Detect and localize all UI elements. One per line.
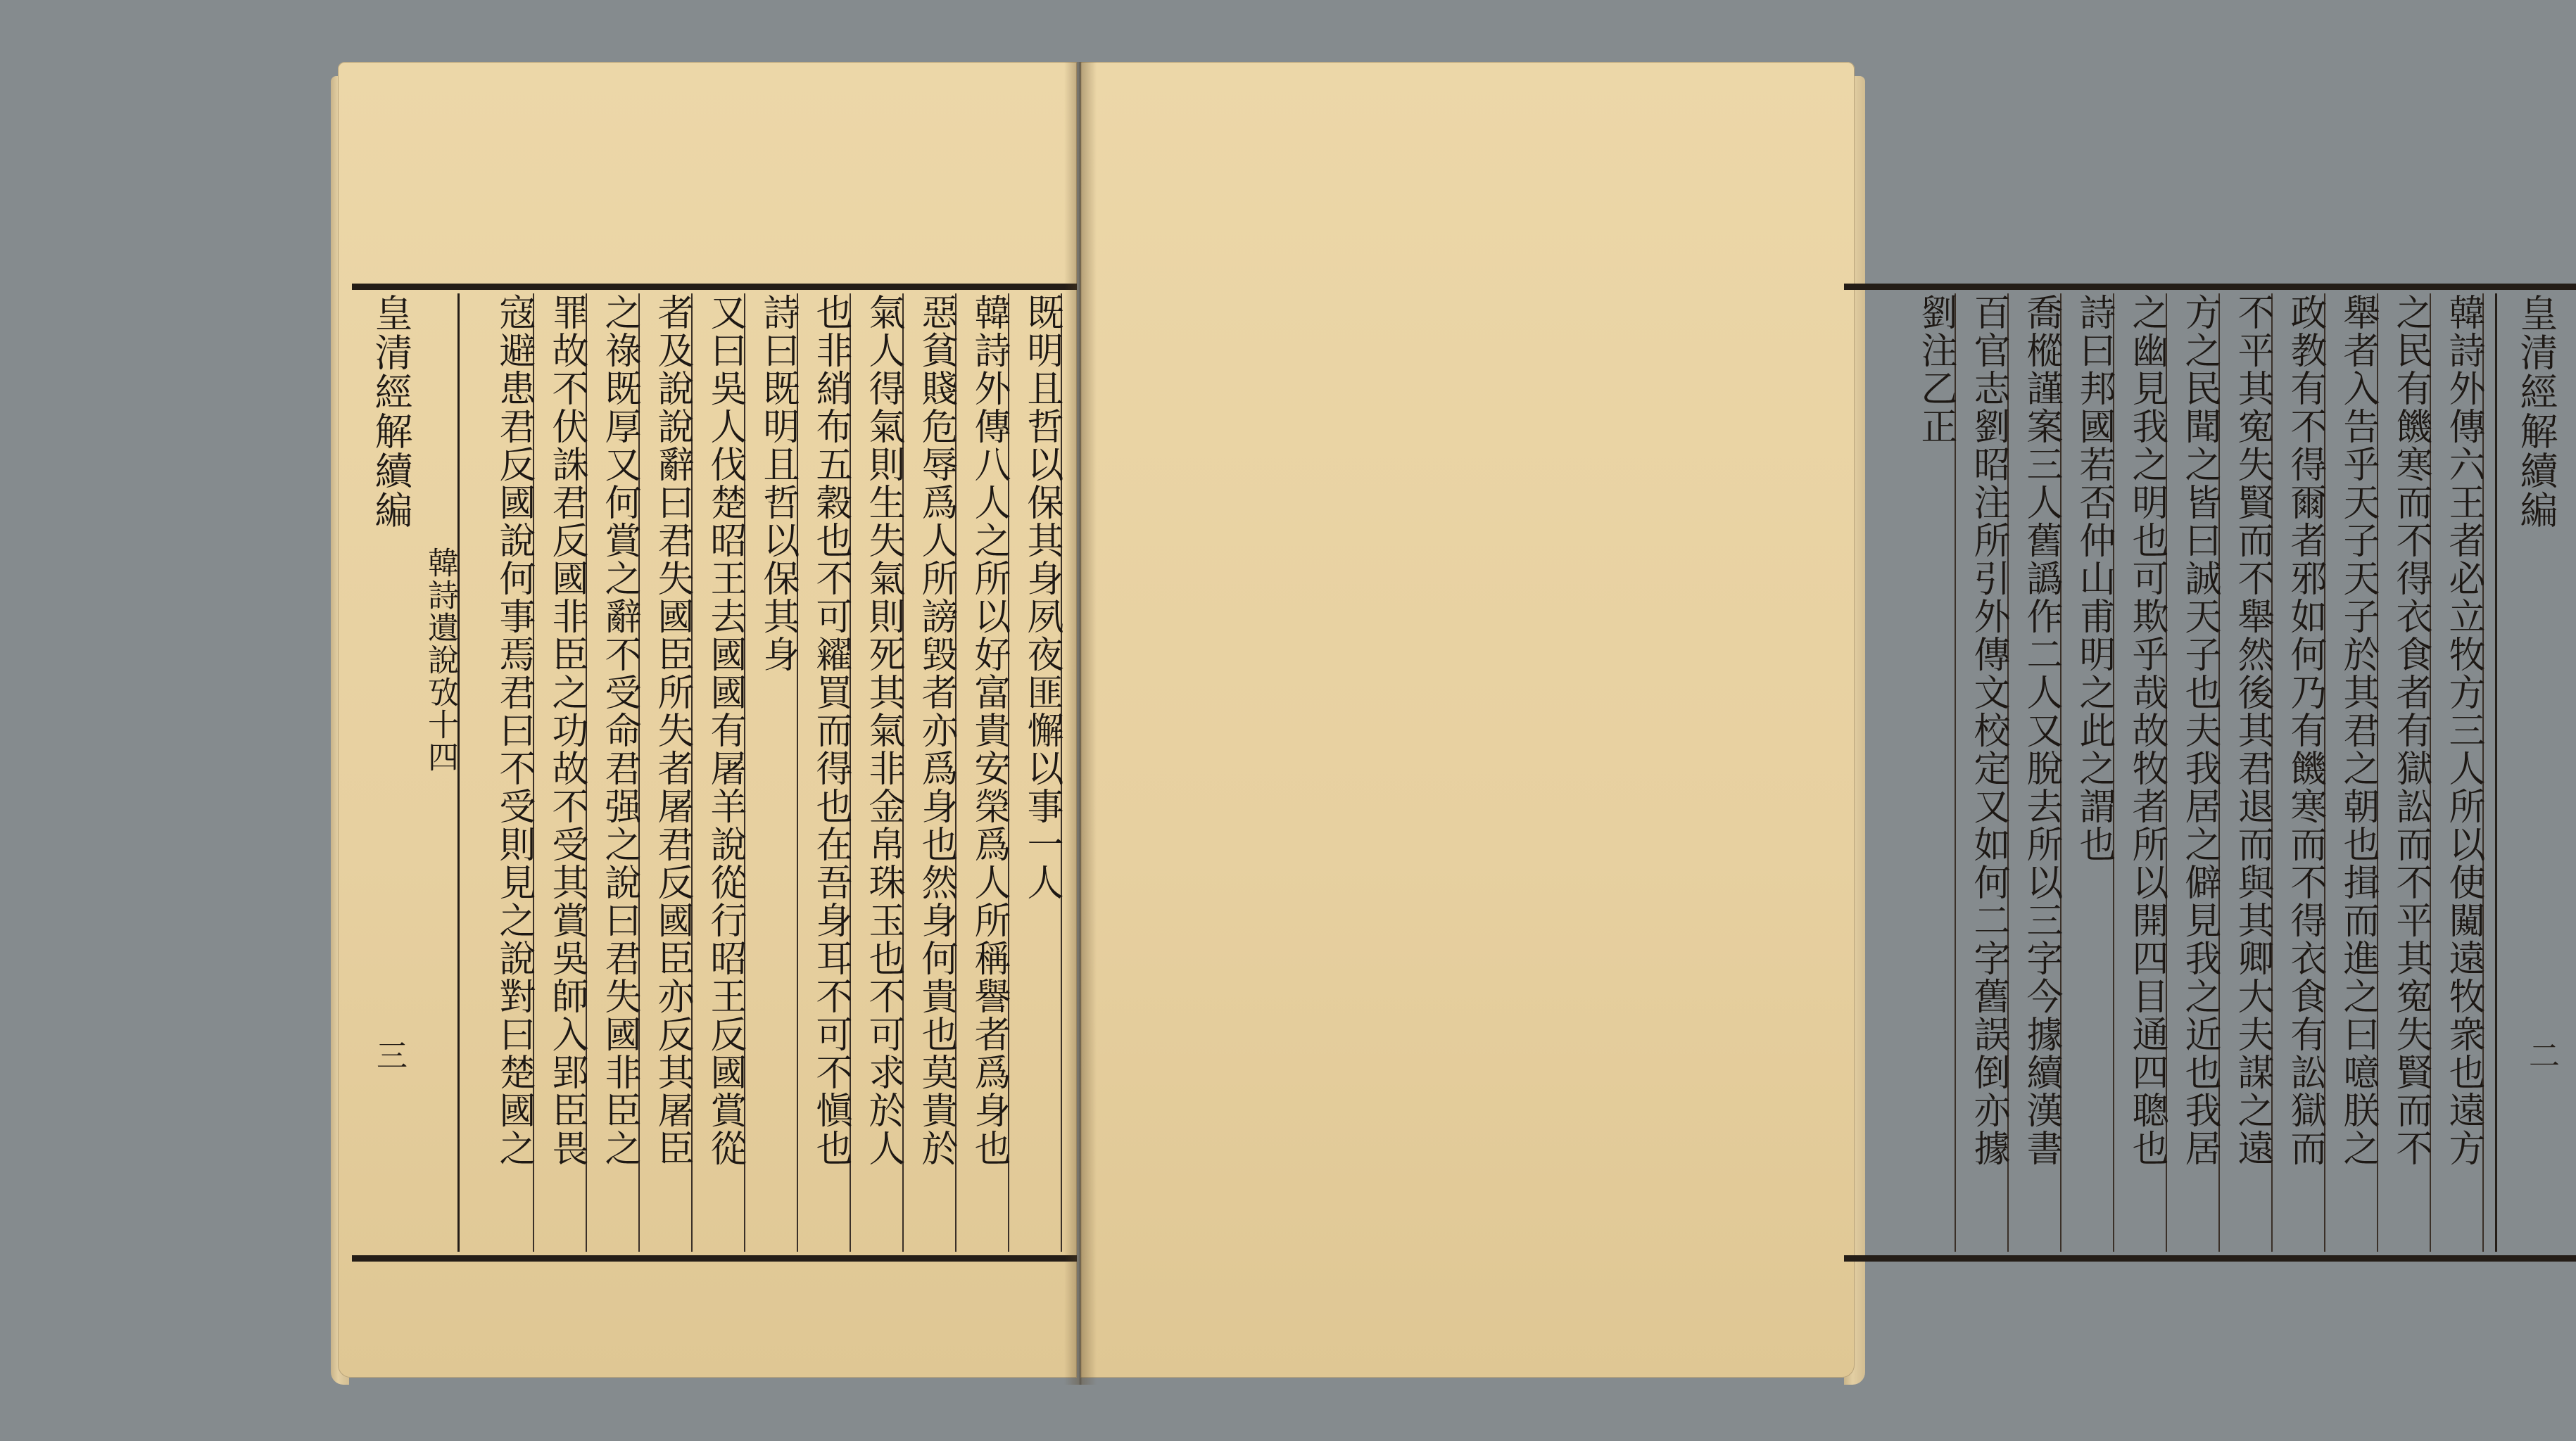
column-text: 政教有不得爾者邪如何乃有饑寒而不得衣食有訟獄而 (2284, 293, 2326, 1167)
column-text: 既明且哲以保其身夙夜匪懈以事一人 (1021, 293, 1063, 901)
book-gutter (1064, 62, 1097, 1385)
right-page (1080, 62, 2559, 1378)
column-text: 之民有饑寒而不得衣食者有獄訟而不平其寃失賢而不 (2389, 293, 2432, 1167)
column-text: 者及說說辭曰君失國臣所失者屠君反國臣亦反其屠臣 (651, 293, 693, 1167)
text-column (700, 293, 745, 1252)
margin-subtitle: 韓詩遺說攷十四 (422, 547, 458, 773)
text-column (1017, 293, 1062, 1252)
column-text: 不平其寃失賢而不舉然後其君退而與其卿大夫謀之遠 (2231, 293, 2273, 1167)
column-text: 韓詩外傳六王者必立牧方三人所以使闚遠牧衆也遠方 (2442, 293, 2485, 1167)
text-column (2280, 293, 2325, 1252)
text-column (964, 293, 1009, 1252)
text-column (859, 293, 904, 1252)
column-text: 劉注乙正 (1914, 293, 1957, 445)
margin-title: 皇清經解續編 (2514, 293, 2558, 530)
text-column (595, 293, 640, 1252)
column-text: 方之民聞之皆曰誠天子也夫我居之僻見我之近也我居 (2178, 293, 2221, 1167)
left-page (338, 62, 1077, 1378)
text-column (2016, 293, 2062, 1252)
column-text: 也非綃布五穀也不可糴買而得也在吾身耳不可不愼也 (809, 293, 852, 1167)
text-column (2439, 293, 2484, 1252)
column-text: 百官志劉昭注所引外傳文校定又如何二字舊誤倒亦據 (1967, 293, 2009, 1167)
page-number: 二 (2523, 1039, 2559, 1070)
left-margin-column (352, 293, 460, 1252)
margin-title: 皇清經解續編 (369, 293, 413, 530)
text-column (2175, 293, 2220, 1252)
column-text: 之祿既厚又何賞之辭不受命君强之說曰君失國非臣之 (598, 293, 640, 1167)
column-text: 詩曰既明且哲以保其身 (757, 293, 799, 673)
column-text: 氣人得氣則生失氣則死其氣非金帛珠玉也不可求於人 (862, 293, 904, 1167)
text-column (911, 293, 956, 1252)
right-bottom-rule (1844, 1255, 2576, 1262)
left-text-frame (352, 284, 1077, 1262)
text-column (2069, 293, 2114, 1252)
page-number: 三 (371, 1039, 407, 1070)
column-text: 舉者入告乎天子天子於其君之朝也揖而進之曰噫朕之 (2337, 293, 2379, 1167)
column-text: 惡貧賤危辱爲人所謗毀者亦爲身也然身何貴也莫貴於 (915, 293, 957, 1167)
right-margin-column (2495, 293, 2575, 1252)
text-column (542, 293, 587, 1252)
text-column (1911, 293, 1956, 1252)
text-column (2228, 293, 2273, 1252)
column-text: 詩曰邦國若否仲山甫明之此之謂也 (2073, 293, 2115, 863)
text-column (1964, 293, 2009, 1252)
right-text-frame (1844, 284, 2576, 1262)
text-column (753, 293, 798, 1252)
text-column (806, 293, 851, 1252)
open-book (331, 62, 2559, 1399)
text-column (489, 293, 534, 1252)
column-text: 罪故不伏誅君反國非臣之功故不受其賞吳師入郢臣畏 (545, 293, 588, 1167)
column-text: 韓詩外傳八人之所以好富貴安榮爲人所稱譽者爲身也 (968, 293, 1010, 1167)
left-bottom-rule (352, 1255, 1077, 1262)
text-column (2386, 293, 2431, 1252)
text-column (648, 293, 693, 1252)
column-text: 又曰吳人伐楚昭王去國國有屠羊說從行昭王反國賞從 (704, 293, 746, 1167)
column-text: 喬樅謹案三人舊譌作二人又脫去所以三字今據續漢書 (2020, 293, 2062, 1167)
column-text: 之幽見我之明也可欺乎哉故牧者所以開四目通四聰也 (2126, 293, 2168, 1167)
text-column (2333, 293, 2378, 1252)
text-column (2122, 293, 2167, 1252)
column-text: 寇避患君反國說何事焉君曰不受則見之說對曰楚國之 (493, 293, 535, 1167)
right-top-rule (1844, 284, 2576, 290)
left-top-rule (352, 284, 1077, 290)
